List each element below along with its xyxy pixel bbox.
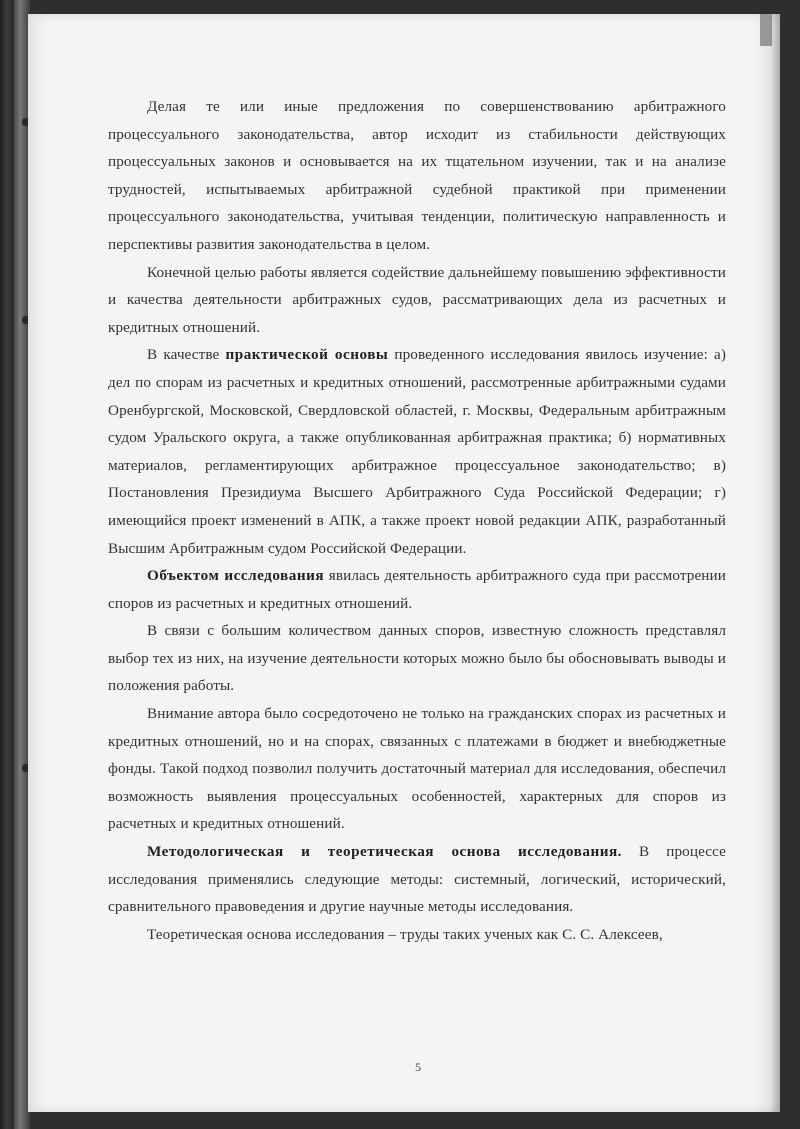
paragraph-text: В процессе исследования применялись следующие методы: системный, логический, исторический, сравнительного правоведения и другие научные методы исследования. bbox=[108, 843, 726, 916]
paragraph-selection bbox=[108, 617, 726, 700]
paragraph-text: В связи с большим количеством данных споров, известную сложность представлял выбор тех из них, на изучение деятельности которых можно было бы обосновывать выводы и положения работы. bbox=[108, 622, 726, 695]
paragraph-text: Внимание автора было сосредоточено не только на гражданских спорах из расчетных и кредитных отношений, но и на спорах, связанных с платежами в бюджет и внебюджетные фонды. Такой подход позволил получить достаточный материал для исследования, обеспечил возможность выявления процессуальных особенностей, характерных для споров из расчетных и кредитных отношений. bbox=[108, 705, 726, 833]
paragraph-research-object bbox=[108, 562, 726, 617]
document-body bbox=[108, 93, 726, 948]
paragraph-practical-basis bbox=[108, 341, 726, 562]
paragraph-text: проведенного исследования явилось изучение: а) дел по спорам из расчетных и кредитных отношений, рассмотренные арбитражными судами Оренбургской, Московской, Свердловской областей, г. Москвы, Федеральным арбитражным судом Уральского округа, а также опубликованная арбитражная практика; б) нормативных материалов, регламентирующих арбитражное процессуальное законодательство; в) Постановления Президиума Высшего Арбитражного Суда Российской Федерации; г) имеющийся проект изменений в АПК, а также проект новой редакции АПК, разработанный Высшим Арбитражным судом Российской Федерации. bbox=[108, 346, 726, 557]
paragraph-proposals bbox=[108, 93, 726, 259]
paragraph-text: Конечной целью работы является содействие дальнейшему повышению эффективности и качества деятельности арбитражных судов, рассматривающих дела из расчетных и кредитных отношений. bbox=[108, 263, 726, 336]
paragraph-theoretical-basis bbox=[108, 921, 726, 949]
paragraph-bold-term: Объектом исследования bbox=[147, 567, 325, 585]
paragraph-bold-term: Методологическая и теоретическая основа исследования. bbox=[147, 843, 622, 861]
paragraph-text: явилась деятельность арбитражного суда при рассмотрении споров из расчетных и кредитных отношений. bbox=[108, 567, 726, 612]
paragraph-goal bbox=[108, 259, 726, 342]
page-edge-tab bbox=[760, 14, 772, 46]
paragraph-lead: В качестве bbox=[147, 346, 226, 364]
paragraph-text: Делая те или иные предложения по совершенствованию арбитражного процессуального законодательства, автор исходит из стабильности действующих процессуальных законов и основывается на их тщательном изучении, так и на анализе трудностей, испытываемых арбитражной судебной практикой при применении процессуального законодательства, учитывая тенденции, политическую направленность и перспективы развития законодательства в целом. bbox=[108, 98, 726, 253]
paragraph-attention bbox=[108, 700, 726, 838]
paragraph-bold-term: практической основы bbox=[225, 346, 389, 364]
page-number: 5 bbox=[415, 1060, 421, 1074]
paragraph-text: Теоретическая основа исследования – труды таких ученых как С. С. Алексеев, bbox=[147, 925, 663, 943]
paragraph-methodology bbox=[108, 838, 726, 921]
